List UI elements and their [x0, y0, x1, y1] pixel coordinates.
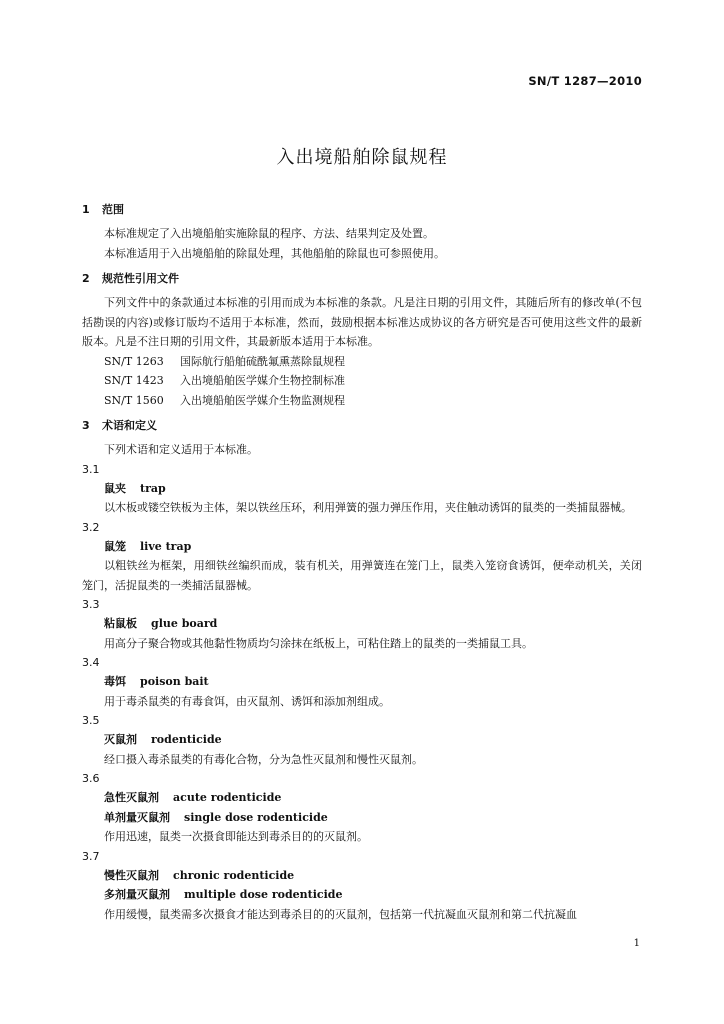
- term-zh: 急性灭鼠剂: [104, 791, 159, 804]
- section-number: 1: [82, 203, 90, 216]
- document-code: SN/T 1287—2010: [528, 74, 642, 88]
- term-definition: 用高分子聚合物或其他黏性物质均匀涂抹在纸板上，可粘住踏上的鼠类的一类捕鼠工具。: [104, 636, 533, 650]
- term-zh: 毒饵: [104, 675, 126, 688]
- section-heading: [82, 269, 642, 289]
- reference-title: 入出境船舶医学媒介生物控制标准: [180, 374, 345, 387]
- paragraph: 本标准适用于入出境船舶的除鼠处理，其他船舶的除鼠也可参照使用。: [104, 246, 445, 260]
- subsection-number: 3.6: [82, 772, 100, 785]
- section-terms-definitions: [82, 416, 642, 924]
- term-zh: 单剂量灭鼠剂: [104, 810, 170, 824]
- term-definition: 以粗铁丝为框架，用细铁丝编织而成，装有机关，用弹簧连在笼门上，鼠类入笼窃食诱饵，便牵动机关，关闭笼门，活捉鼠类的一类捕活鼠器械。: [82, 559, 642, 592]
- term-zh: 鼠笼: [104, 539, 126, 553]
- term-definition: 作用迅速，鼠类一次摄食即能达到毒杀目的的灭鼠剂。: [104, 830, 368, 843]
- reference-code: SN/T 1263: [104, 354, 164, 368]
- reference-title: 国际航行船舶硫酰氟熏蒸除鼠规程: [180, 354, 345, 368]
- term-zh: 慢性灭鼠剂: [104, 868, 159, 882]
- term-en: glue board: [151, 617, 218, 630]
- term-entry: [104, 866, 642, 886]
- section-heading: [82, 200, 642, 220]
- term-en: multiple dose rodenticide: [184, 888, 343, 901]
- term-definition: 作用缓慢，鼠类需多次摄食才能达到毒杀目的的灭鼠剂，包括第一代抗凝血灭鼠剂和第二代抗凝血: [104, 907, 577, 921]
- paragraph: 下列文件中的条款通过本标准的引用而成为本标准的条款。凡是注日期的引用文件，其随后所有的修改单(不包括勘误的内容)或修订版均不适用于本标准，然而，鼓励根据本标准达成协议的各方研究是否可使用这些文件的最新版本。凡是不注日期的引用文件，其最新版本适用于本标准。: [82, 296, 642, 348]
- term-en: single dose rodenticide: [184, 810, 328, 824]
- term-zh: 粘鼠板: [104, 617, 137, 630]
- reference-title: 入出境船舶医学媒介生物监测规程: [180, 393, 345, 407]
- document-body: [82, 200, 642, 924]
- section-title: 术语和定义: [102, 419, 157, 432]
- term-definition: 以木板或镂空铁板为主体，架以铁丝压环，利用弹簧的强力弹压作用，夹住触动诱饵的鼠类的一类捕鼠器械。: [104, 501, 632, 514]
- reference-item: [104, 391, 642, 411]
- term-en: trap: [140, 481, 166, 495]
- section-normative-references: [82, 269, 642, 410]
- term-entry: [104, 479, 642, 499]
- term-entry: [104, 614, 642, 634]
- subsection-number: 3.4: [82, 656, 100, 669]
- term-entry: [104, 885, 642, 905]
- reference-code: SN/T 1560: [104, 393, 164, 407]
- term-entry: [104, 730, 642, 750]
- term-en: chronic rodenticide: [173, 868, 295, 882]
- term-entry: [104, 808, 642, 828]
- section-title: 范围: [102, 203, 124, 216]
- section-scope: [82, 200, 642, 263]
- term-entry: [104, 537, 642, 557]
- term-zh: 多剂量灭鼠剂: [104, 888, 170, 901]
- page-number: 1: [633, 938, 640, 949]
- subsection-number: 3.7: [82, 849, 100, 863]
- term-en: rodenticide: [151, 733, 222, 746]
- paragraph: 下列术语和定义适用于本标准。: [104, 443, 258, 456]
- term-en: acute rodenticide: [173, 791, 282, 804]
- subsection-number: 3.1: [82, 462, 100, 476]
- term-definition: 经口摄入毒杀鼠类的有毒化合物，分为急性灭鼠剂和慢性灭鼠剂。: [104, 752, 423, 766]
- paragraph: 本标准规定了入出境船舶实施除鼠的程序、方法、结果判定及处置。: [104, 227, 434, 240]
- section-title: 规范性引用文件: [102, 272, 179, 285]
- term-en: poison bait: [140, 675, 209, 688]
- term-definition: 用于毒杀鼠类的有毒食饵，由灭鼠剂、诱饵和添加剂组成。: [104, 694, 390, 708]
- term-entry: [104, 672, 642, 692]
- reference-code: SN/T 1423: [104, 374, 164, 387]
- section-heading: [82, 416, 642, 436]
- term-zh: 鼠夹: [104, 481, 126, 495]
- section-number: 2: [82, 272, 90, 285]
- subsection-number: 3.5: [82, 714, 100, 727]
- term-entry: [104, 788, 642, 808]
- reference-item: [104, 352, 642, 372]
- term-zh: 灭鼠剂: [104, 733, 137, 746]
- subsection-number: 3.3: [82, 598, 100, 611]
- document-title: 入出境船舶除鼠规程: [276, 147, 448, 168]
- section-number: 3: [82, 419, 90, 432]
- reference-item: [104, 371, 642, 391]
- term-en: live trap: [140, 539, 192, 553]
- subsection-number: 3.2: [82, 520, 100, 534]
